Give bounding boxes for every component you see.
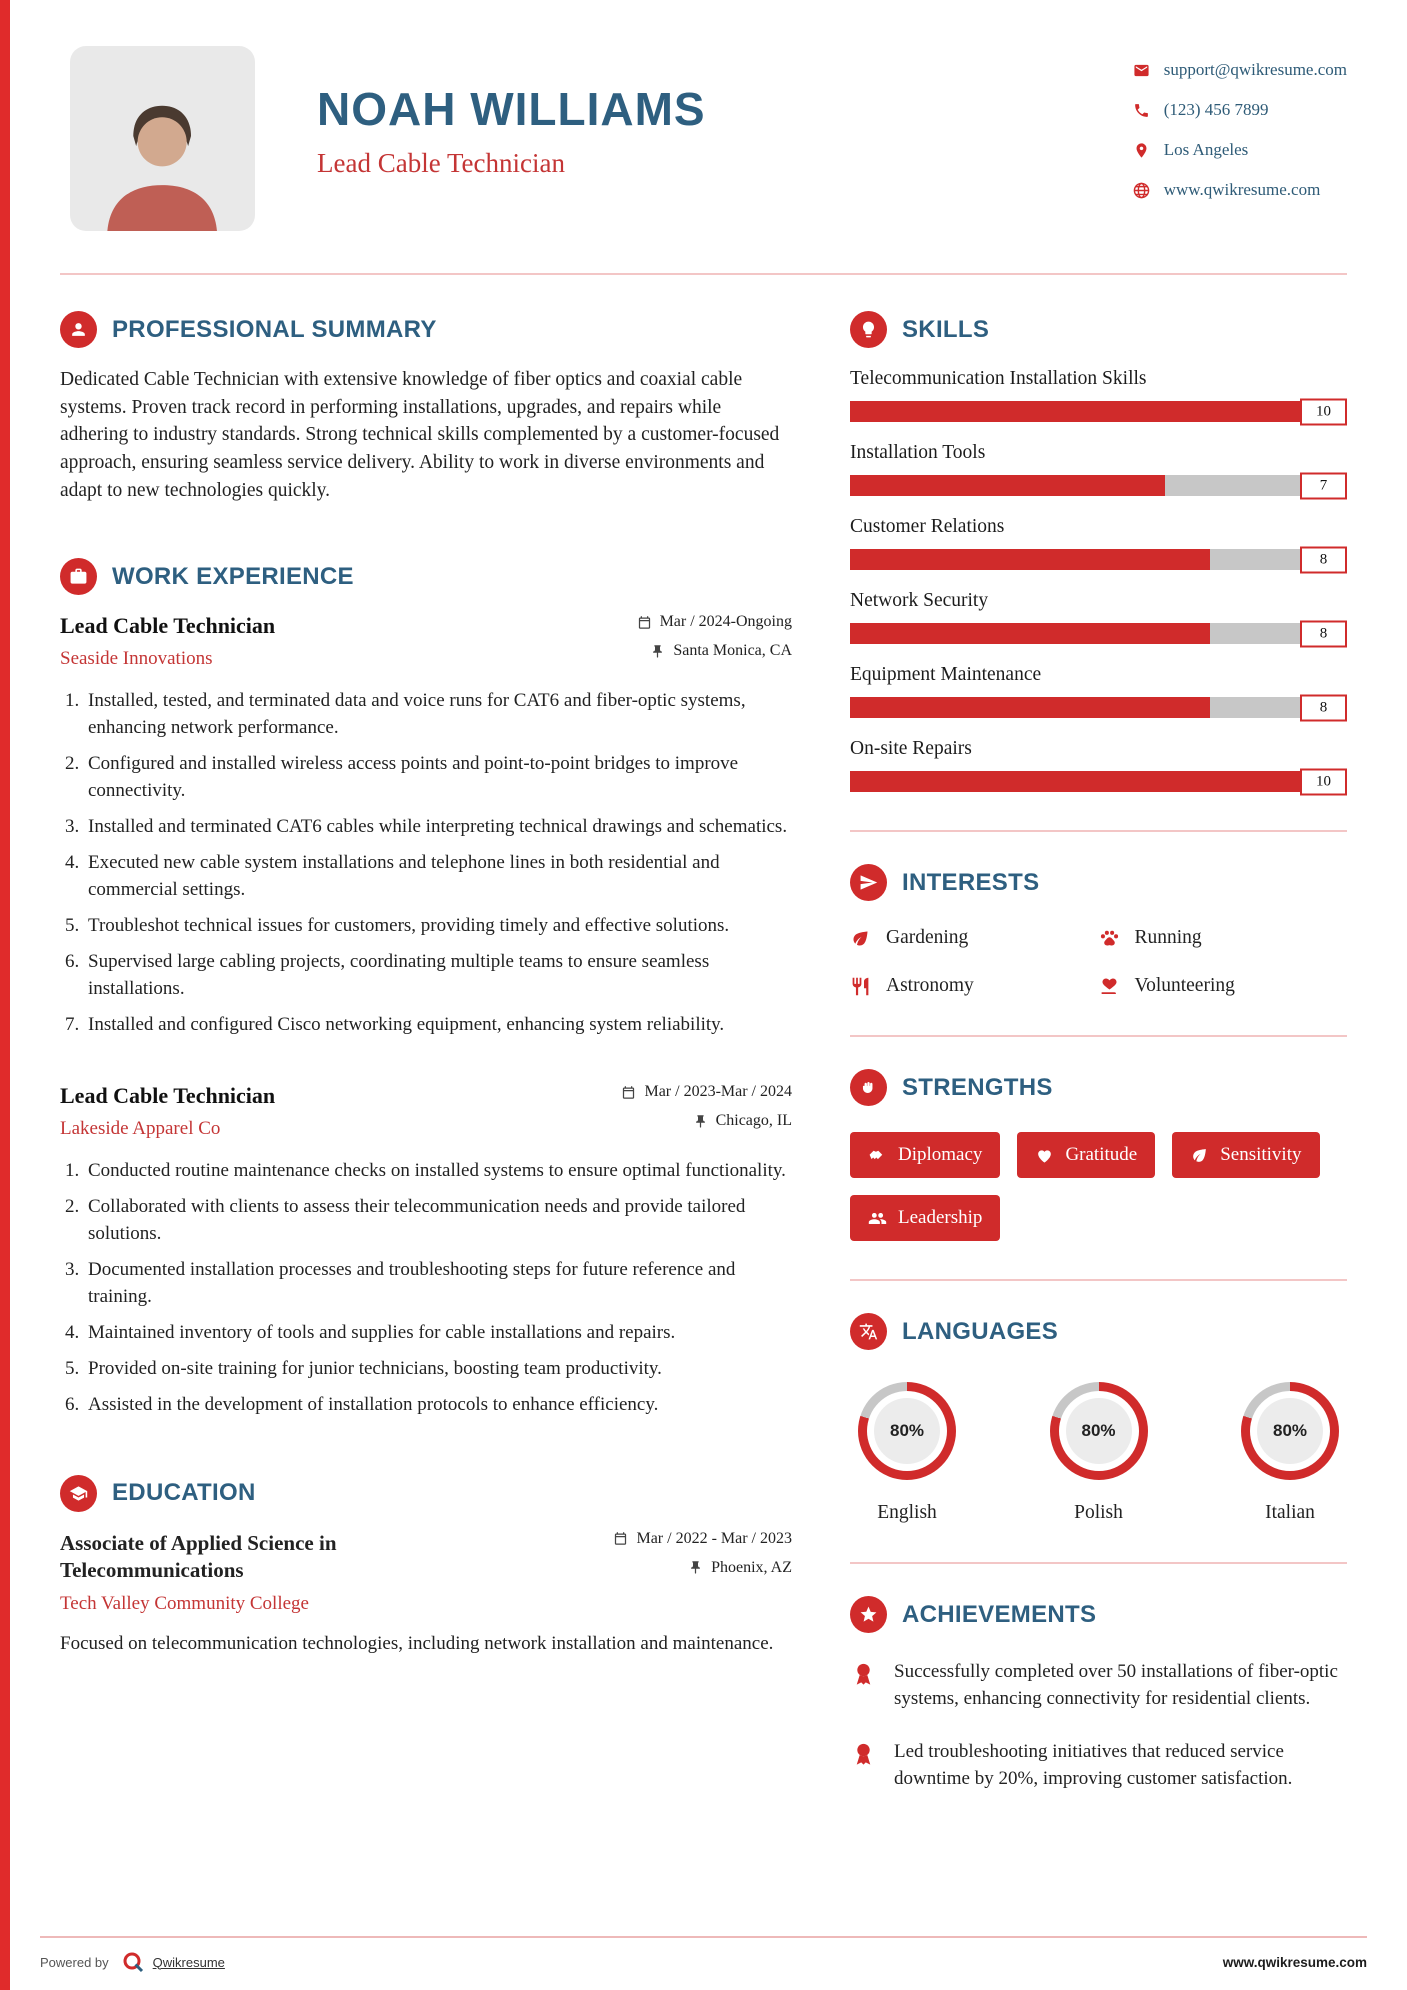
strength-chip (850, 1132, 1000, 1178)
achievements-heading: ACHIEVEMENTS (902, 1600, 1097, 1628)
summary-text: Dedicated Cable Technician with extensive knowledge of fiber optics and coaxial cable systems. Proven track record in performing installations, upgrades, and repairs while adhering to industry standards. Strong technical skills complemented by a customer-focused approach, ensuring seamless service delivery. Ability to work in diverse environments and adapt to new technologies quickly. (60, 369, 780, 501)
interests-section (850, 864, 1347, 997)
name-block (317, 82, 706, 231)
pushpin-icon (688, 1560, 703, 1575)
fist-icon (850, 1069, 887, 1106)
skill-bar-fill (850, 623, 1210, 644)
job-bullets (60, 688, 792, 1039)
job-head (60, 613, 792, 670)
job-meta (621, 1083, 792, 1140)
job-meta (637, 613, 792, 670)
education-location: Phoenix, AZ (711, 1558, 792, 1576)
achievements-heading-row (850, 1596, 1347, 1633)
skill-bar-fill (850, 549, 1210, 570)
section-divider (850, 830, 1347, 832)
achievements-section (850, 1596, 1347, 1793)
language-label: English (877, 1502, 937, 1523)
language-item (1050, 1382, 1148, 1524)
achievement-item (850, 1659, 1347, 1713)
job-title: Lead Cable Technician (60, 613, 276, 639)
language-label: Polish (1074, 1502, 1123, 1523)
skill-bar (850, 401, 1347, 422)
job-title-company (60, 1083, 275, 1140)
interests-heading-row (850, 864, 1347, 901)
languages-heading: LANGUAGES (902, 1317, 1059, 1345)
profile-photo (70, 46, 255, 231)
education-description: Focused on telecommunication technologies, including network installation and maintenance. (60, 1633, 774, 1655)
work-section (60, 558, 792, 1418)
calendar-icon (637, 615, 652, 630)
contact-website[interactable] (1133, 180, 1347, 200)
skill-item (850, 368, 1347, 422)
job-location: Chicago, IL (715, 1112, 792, 1130)
location-icon (1133, 142, 1150, 159)
bullet-item: 6. Assisted in the development of installation protocols to enhance efficiency. (84, 1392, 792, 1419)
utensils-icon (850, 976, 871, 997)
education-date: Mar / 2022 - Mar / 2023 (636, 1529, 792, 1547)
strength-chip (1017, 1132, 1155, 1178)
footer (40, 1936, 1367, 1974)
skill-item (850, 516, 1347, 570)
left-column (60, 311, 792, 1793)
powered-by-label: Powered by (40, 1954, 109, 1970)
skill-label: Telecommunication Installation Skills (850, 368, 1147, 389)
language-percent: 80% (1066, 1398, 1132, 1464)
skill-item (850, 738, 1347, 792)
job-title-company (60, 613, 275, 670)
job-location-row (693, 1112, 792, 1130)
skill-item (850, 664, 1347, 718)
bullet-item: 3. Documented installation processes and troubleshooting steps for future reference and training. (84, 1257, 792, 1311)
achievement-text: Led troubleshooting initiatives that reduced service downtime by 20%, improving customer satisfaction. (894, 1740, 1293, 1789)
achievement-text: Successfully completed over 50 installations of fiber-optic systems, enhancing connectivity for residential clients. (894, 1661, 1338, 1709)
summary-heading: PROFESSIONAL SUMMARY (112, 315, 437, 343)
job-title: Lead Cable Technician (60, 1083, 276, 1109)
paper-plane-icon (850, 864, 887, 901)
strength-label: Sensitivity (1220, 1144, 1302, 1165)
section-divider (850, 1562, 1347, 1564)
graduation-cap-icon (60, 1475, 97, 1512)
job-date: Mar / 2023-Mar / 2024 (644, 1083, 792, 1101)
contact-email[interactable] (1133, 60, 1347, 80)
summary-heading-row (60, 311, 792, 348)
right-column (850, 311, 1347, 1793)
heart-icon (1035, 1146, 1054, 1165)
medal-icon (850, 1661, 877, 1688)
skills-heading: SKILLS (902, 315, 990, 343)
achievement-item (850, 1739, 1347, 1793)
job-bullets (60, 1158, 792, 1419)
education-location-row (688, 1559, 792, 1577)
summary-section (60, 311, 792, 504)
interest-label: Volunteering (1134, 975, 1235, 996)
skill-label: Installation Tools (850, 442, 986, 463)
email-icon (1133, 62, 1150, 79)
education-meta (613, 1530, 792, 1616)
lightbulb-icon (850, 311, 887, 348)
skill-score: 8 (1300, 546, 1347, 573)
contact-phone[interactable] (1133, 100, 1347, 120)
job-entry (60, 1083, 792, 1419)
left-accent-stripe (0, 0, 10, 1990)
bullet-item: 2. Configured and installed wireless access points and point-to-point bridges to improve connectivity. (84, 751, 792, 805)
work-heading: WORK EXPERIENCE (112, 562, 354, 590)
medal-icon (850, 1741, 877, 1768)
handshake-icon (868, 1146, 887, 1165)
bullet-item: 5. Provided on-site training for junior technicians, boosting team productivity. (84, 1356, 792, 1383)
skill-score: 7 (1300, 472, 1347, 499)
skill-score: 10 (1300, 398, 1347, 425)
contact-phone-text: (123) 456 7899 (1163, 100, 1269, 119)
skill-score: 8 (1300, 694, 1347, 721)
language-donut (858, 1382, 956, 1480)
job-date: Mar / 2024-Ongoing (659, 613, 792, 631)
section-divider (850, 1279, 1347, 1281)
contact-location (1133, 140, 1347, 160)
language-donut (1050, 1382, 1148, 1480)
strength-label: Gratitude (1065, 1144, 1138, 1165)
languages-heading-row (850, 1313, 1347, 1350)
interest-item (1099, 927, 1348, 949)
bullet-item: 5. Troubleshot technical issues for customers, providing timely and effective solutions. (84, 913, 792, 940)
interest-item (1099, 975, 1348, 997)
footer-website-link[interactable]: www.qwikresume.com (1222, 1954, 1367, 1970)
leaf-icon (1190, 1146, 1209, 1165)
people-icon (868, 1209, 887, 1228)
language-item (1241, 1382, 1339, 1524)
contact-email-text: support@qwikresume.com (1163, 60, 1347, 79)
skill-bar (850, 771, 1347, 792)
skill-score: 8 (1300, 620, 1347, 647)
work-heading-row (60, 558, 792, 595)
language-label: Italian (1265, 1502, 1315, 1523)
bullet-item: 2. Collaborated with clients to assess their telecommunication needs and provide tailored solutions. (84, 1194, 792, 1248)
job-company: Lakeside Apparel Co (60, 1118, 221, 1140)
strength-label: Leadership (898, 1207, 983, 1228)
header (0, 0, 1407, 231)
bullet-item: 6. Supervised large cabling projects, coordinating multiple teams to ensure seamless installations. (84, 949, 792, 1003)
skills-heading-row (850, 311, 1347, 348)
bullet-item: 4. Executed new cable system installations and telephone lines in both residential and commercial settings. (84, 850, 792, 904)
candidate-name: NOAH WILLIAMS (317, 83, 706, 135)
strength-chip (850, 1195, 1000, 1241)
leaf-icon (850, 928, 871, 949)
skill-label: On-site Repairs (850, 738, 972, 759)
education-section (60, 1475, 792, 1659)
star-icon (850, 1596, 887, 1633)
bullet-item: 7. Installed and configured Cisco networking equipment, enhancing system reliability. (84, 1012, 792, 1039)
degree-title: Associate of Applied Science in Telecommunications (60, 1530, 337, 1583)
bullet-item: 1. Installed, tested, and terminated data and voice runs for CAT6 and fiber-optic systems, enhancing network performance. (84, 688, 792, 742)
skill-bar-fill (850, 771, 1300, 792)
job-date-row (637, 613, 792, 631)
person-photo-placeholder (90, 87, 234, 231)
education-heading-row (60, 1475, 792, 1512)
strengths-chips (850, 1132, 1347, 1241)
interest-label: Astronomy (886, 975, 974, 996)
interest-label: Running (1134, 927, 1202, 948)
education-degree-school (60, 1530, 490, 1616)
interests-grid (850, 927, 1347, 997)
languages-section (850, 1313, 1347, 1524)
skill-score: 10 (1300, 768, 1347, 795)
bullet-item: 1. Conducted routine maintenance checks on installed systems to ensure optimal functionality. (84, 1158, 792, 1185)
job-location-row (650, 642, 792, 660)
job-head (60, 1083, 792, 1140)
contact-list (1133, 60, 1347, 231)
job-entry (60, 613, 792, 1039)
interest-item (850, 975, 1099, 997)
language-donut (1241, 1382, 1339, 1480)
interest-label: Gardening (886, 927, 969, 948)
skill-item (850, 442, 1347, 496)
candidate-title: Lead Cable Technician (317, 148, 565, 178)
translate-icon (850, 1313, 887, 1350)
strengths-heading: STRENGTHS (902, 1073, 1053, 1101)
strength-chip (1172, 1132, 1319, 1178)
calendar-icon (621, 1085, 636, 1100)
interest-item (850, 927, 1099, 949)
skill-item (850, 590, 1347, 644)
contact-location-text: Los Angeles (1163, 140, 1249, 159)
skill-label: Equipment Maintenance (850, 664, 1042, 685)
strengths-section (850, 1069, 1347, 1241)
job-date-row (621, 1083, 792, 1101)
globe-icon (1133, 182, 1150, 199)
languages-row (850, 1382, 1347, 1524)
education-date-row (613, 1530, 792, 1548)
bullet-item: 3. Installed and terminated CAT6 cables while interpreting technical drawings and schematics. (84, 814, 792, 841)
skill-bar-fill (850, 475, 1165, 496)
language-percent: 80% (874, 1398, 940, 1464)
skill-bar (850, 623, 1347, 644)
skill-bar (850, 475, 1347, 496)
qwikresume-logo-icon (121, 1950, 145, 1974)
contact-website-text: www.qwikresume.com (1163, 180, 1321, 199)
skill-label: Customer Relations (850, 516, 1005, 537)
skill-label: Network Security (850, 590, 989, 611)
briefcase-icon (60, 558, 97, 595)
body-columns (0, 275, 1407, 1793)
strength-label: Diplomacy (898, 1144, 983, 1165)
skill-bar-fill (850, 697, 1210, 718)
strengths-heading-row (850, 1069, 1347, 1106)
paw-icon (1099, 928, 1120, 949)
skill-bar (850, 549, 1347, 570)
skill-bar-fill (850, 401, 1300, 422)
pushpin-icon (650, 644, 665, 659)
education-entry (60, 1530, 792, 1616)
language-percent: 80% (1257, 1398, 1323, 1464)
qwikresume-link[interactable]: Qwikresume (152, 1954, 225, 1970)
person-icon (60, 311, 97, 348)
job-company: Seaside Innovations (60, 648, 213, 670)
phone-icon (1133, 102, 1150, 119)
language-item (858, 1382, 956, 1524)
school-name: Tech Valley Community College (60, 1593, 309, 1615)
job-location: Santa Monica, CA (673, 642, 792, 660)
pushpin-icon (693, 1114, 708, 1129)
section-divider (850, 1035, 1347, 1037)
skills-section (850, 311, 1347, 792)
education-heading: EDUCATION (112, 1479, 256, 1507)
skill-bar (850, 697, 1347, 718)
hand-heart-icon (1099, 976, 1120, 997)
interests-heading: INTERESTS (902, 868, 1040, 896)
bullet-item: 4. Maintained inventory of tools and supplies for cable installations and repairs. (84, 1320, 792, 1347)
calendar-icon (613, 1531, 628, 1546)
